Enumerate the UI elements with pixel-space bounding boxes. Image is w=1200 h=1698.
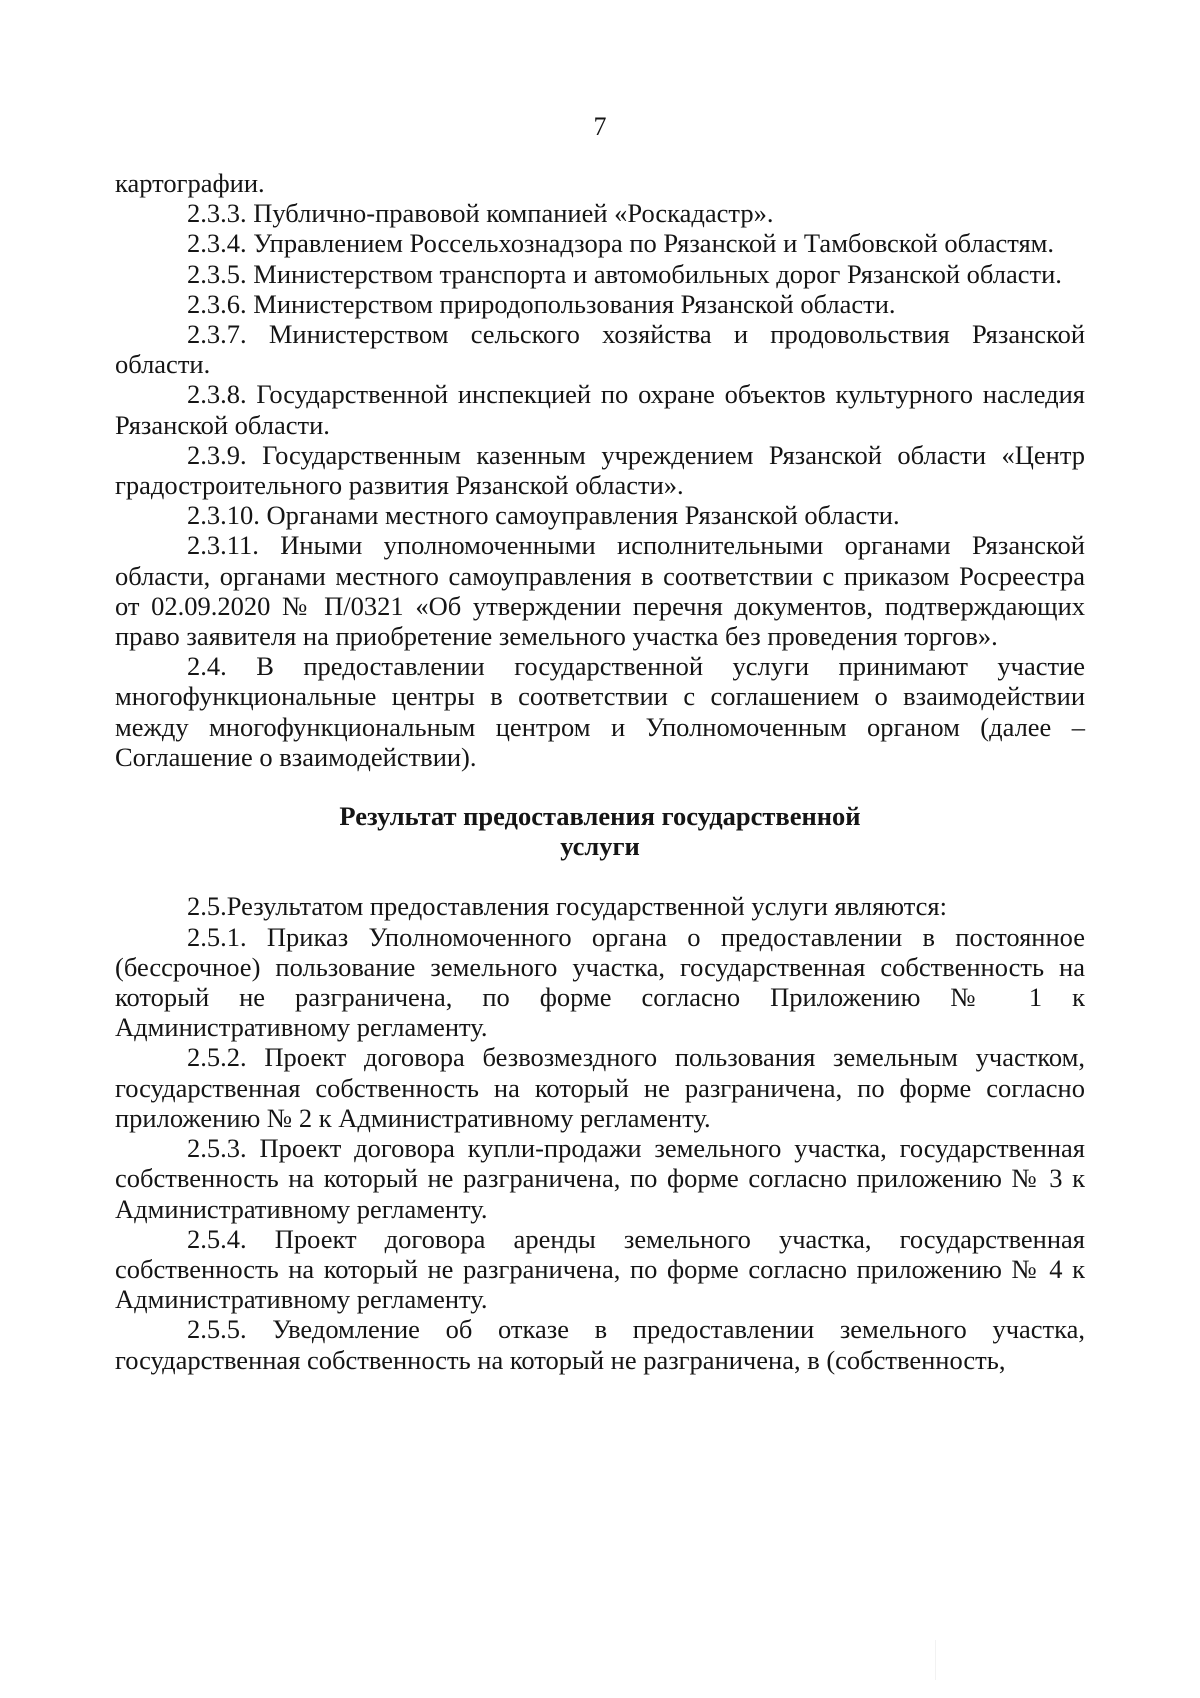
paragraph-p10: 2.4. В предоставлении государственной услуги принимают участие многофункциональные центры в соответствии с соглашением о взаимодействии между многофункциональным центром и Уполномоченным органом (далее – Соглашение о взаимодействии). <box>115 651 1085 772</box>
paragraph-q2: 2.5.2. Проект договора безвозмездного пользования земельным участком, государственная собственность на который не разграничена, по форме согласно приложению № 2 к Административному регламенту. <box>115 1042 1085 1133</box>
paragraph-p9: 2.3.11. Иными уполномоченными исполнительными органами Рязанской области, органами местного самоуправления в соответствии с приказом Росреестра от 02.09.2020 № П/0321 «Об утверждении перечня документов, подтверждающих право заявителя на приобретение земельного участка без проведения торгов». <box>115 530 1085 652</box>
paragraph-p3: 2.3.5. Министерством транспорта и автомобильных дорог Рязанской области. <box>187 258 1062 289</box>
paragraph-q4: 2.5.4. Проект договора аренды земельного участка, государственная собственность на который не разграничена, по форме согласно приложению № 4 к Административному регламенту. <box>115 1223 1085 1315</box>
paragraph-p4: 2.3.6. Министерством природопользования Рязанской области. <box>187 288 896 319</box>
section-heading-line-1: Результат предоставления государственной <box>339 801 861 832</box>
document-body <box>115 168 1085 1375</box>
paragraph-q3: 2.5.3. Проект договора купли-продажи земельного участка, государственная собственность на который не разграничена, по форме согласно приложению № 3 к Административному регламенту. <box>115 1133 1085 1224</box>
paragraph-p2: 2.3.4. Управлением Россельхознадзора по Рязанской и Тамбовской областям. <box>187 228 1055 259</box>
paragraph-p0: картографии. <box>115 168 265 198</box>
section-heading <box>115 801 1085 861</box>
paragraph-q0: 2.5.Результатом предоставления государственной услуги являются: <box>187 891 947 922</box>
paragraph-group-top <box>115 168 1085 772</box>
paragraph-q1: 2.5.1. Приказ Уполномоченного органа о предоставлении в постоянное (бессрочное) пользование земельного участка, государственная собственность на который не разграничена, по форме согласно Приложению № 1 к Административному регламенту. <box>115 921 1085 1043</box>
scan-artifact-line <box>935 1640 936 1680</box>
paragraph-p6: 2.3.8. Государственной инспекцией по охране объектов культурного наследия Рязанской области. <box>115 379 1085 440</box>
paragraph-p7: 2.3.9. Государственным казенным учреждением Рязанской области «Центр градостроительного развития Рязанской области». <box>115 439 1085 501</box>
section-heading-line-2: услуги <box>560 831 640 862</box>
paragraph-q5: 2.5.5. Уведомление об отказе в предоставлении земельного участка, государственная собственность на который не разграничена, в (собственность, <box>115 1314 1085 1375</box>
page-number: 7 <box>593 112 607 141</box>
paragraph-p8: 2.3.10. Органами местного самоуправления Рязанской области. <box>187 500 900 531</box>
paragraph-group-bottom <box>115 891 1085 1374</box>
paragraph-p1: 2.3.3. Публично-правовой компанией «Роскадастр». <box>187 198 774 229</box>
paragraph-p5: 2.3.7. Министерством сельского хозяйства и продовольствия Рязанской области. <box>115 319 1085 380</box>
